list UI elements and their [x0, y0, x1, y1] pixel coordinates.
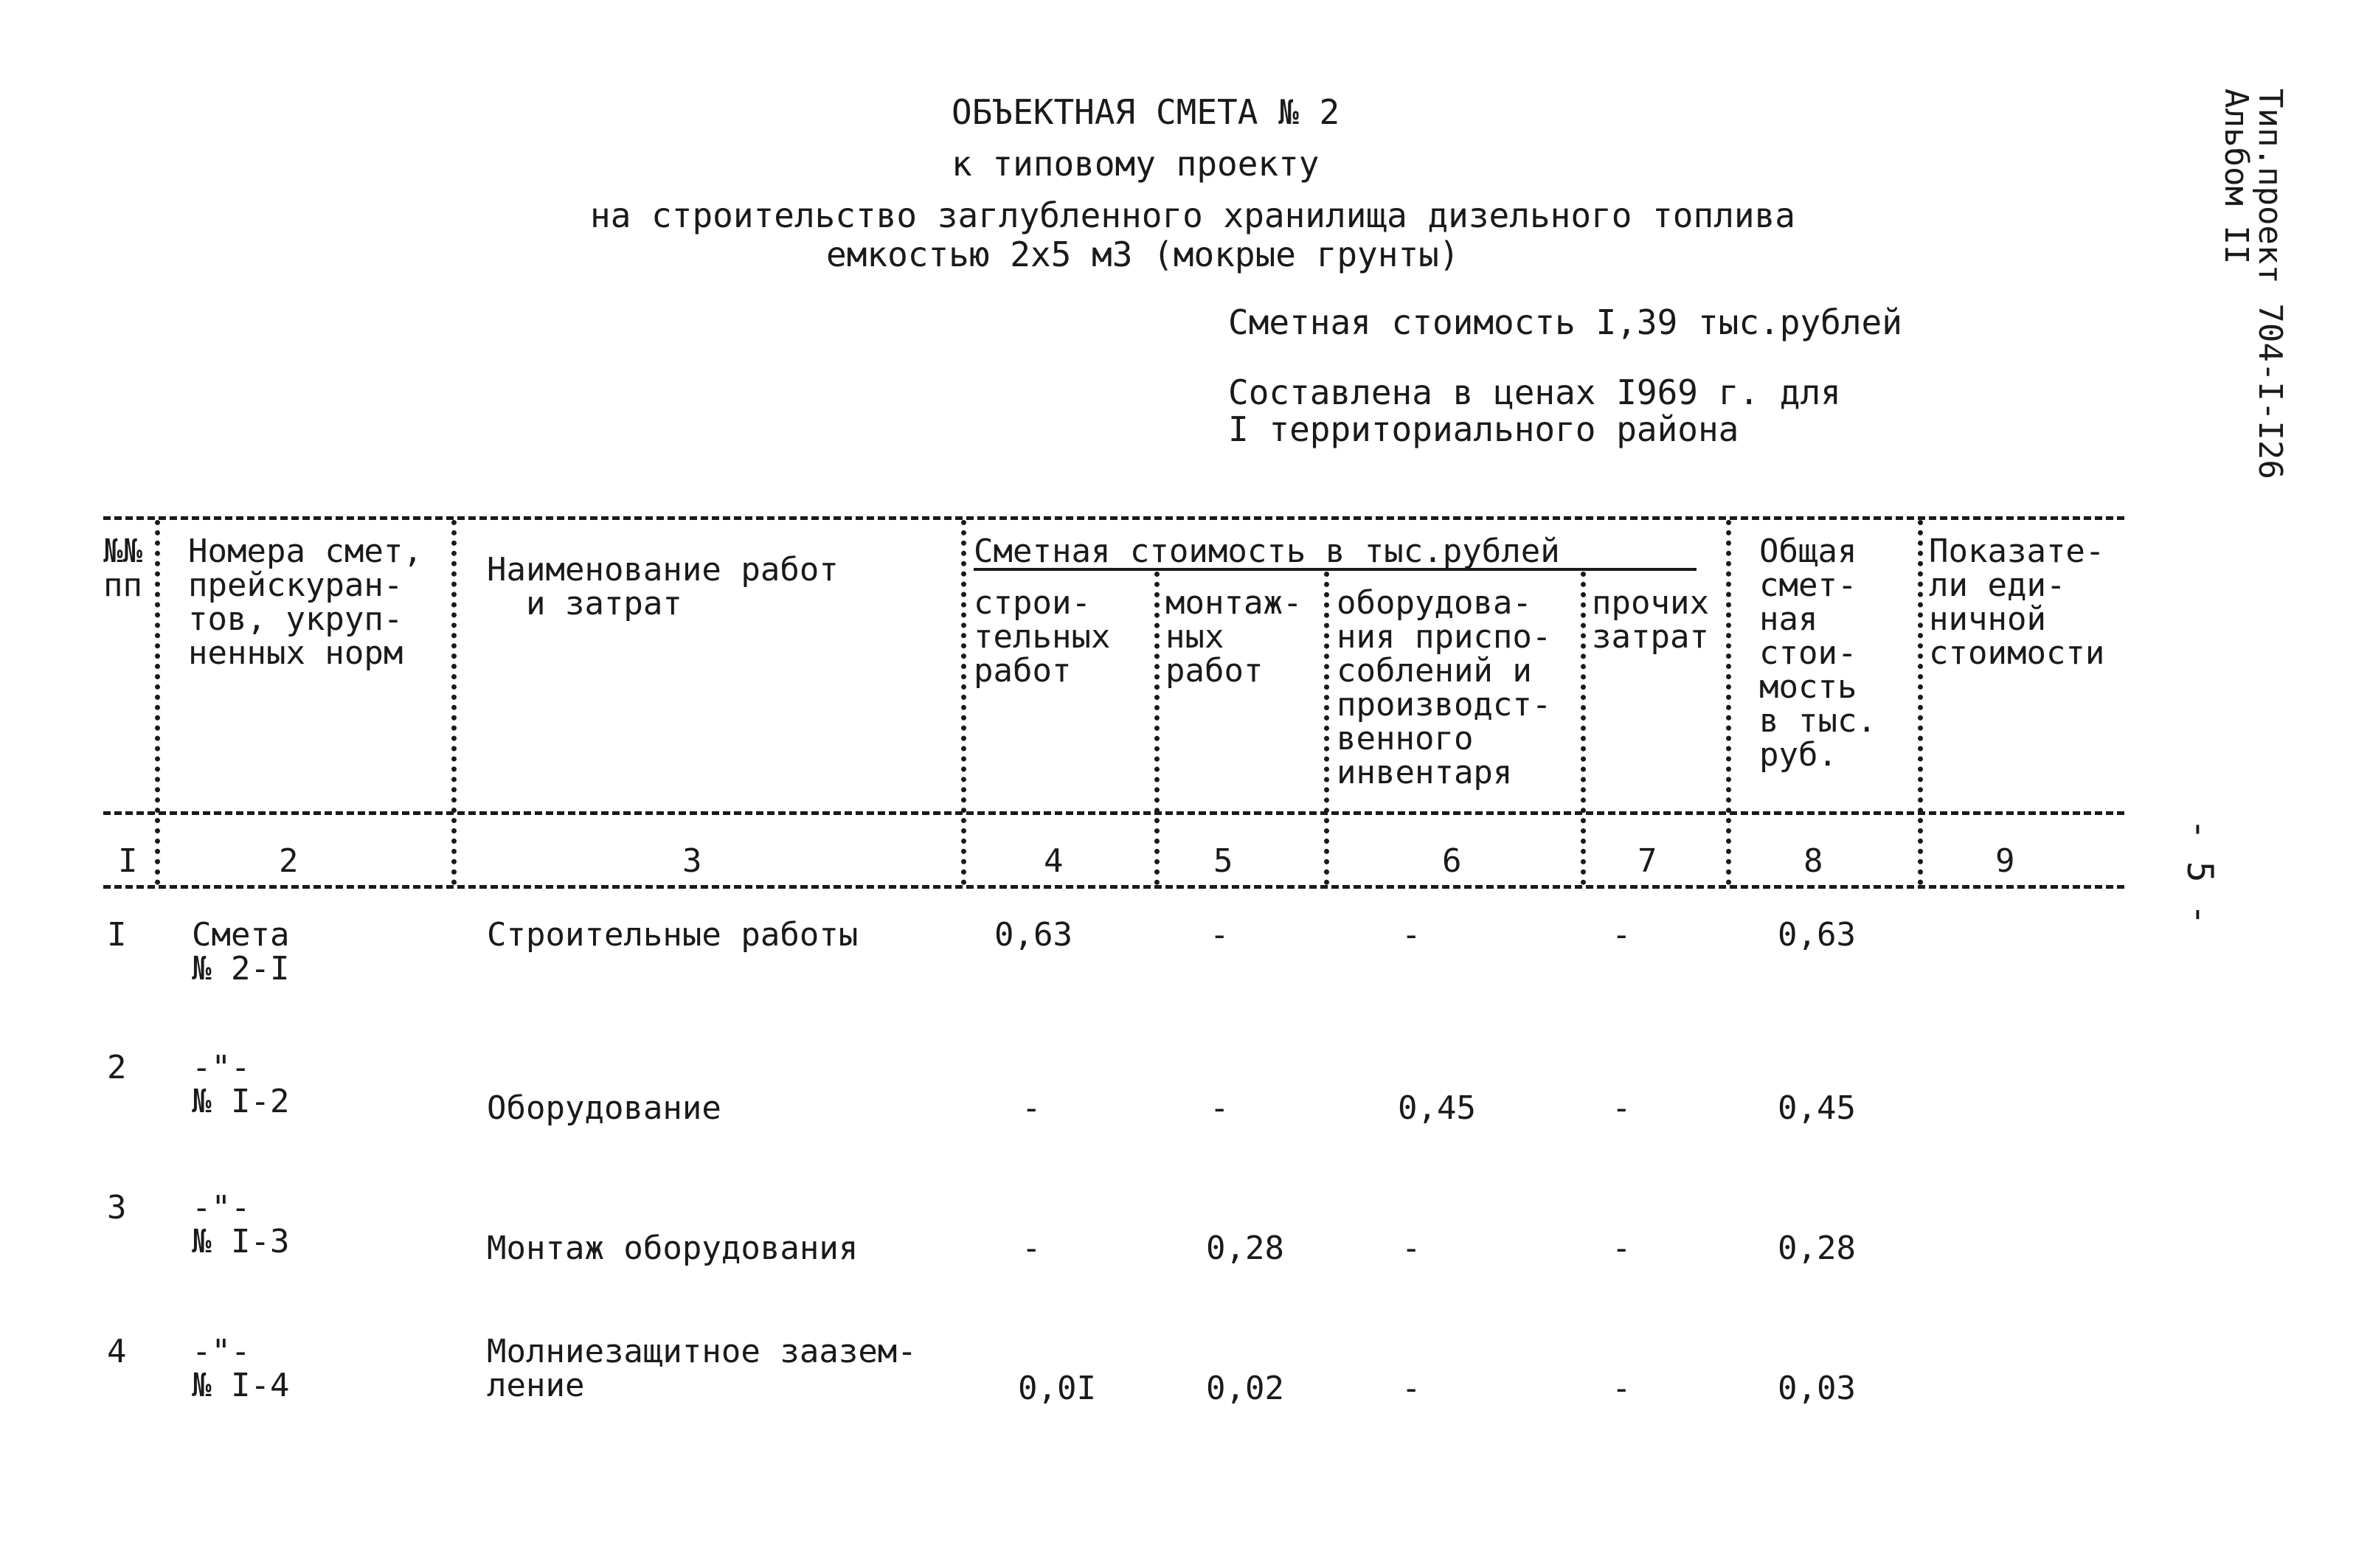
col-sep-3 — [961, 520, 966, 885]
price-basis: Составлена в ценах I969 г. для — [1228, 372, 1841, 412]
col-sep-4 — [1154, 572, 1160, 885]
row-number: I — [107, 916, 127, 954]
row-construction-cost: 0,0I — [1018, 1370, 1096, 1407]
row-equipment-cost: - — [1401, 916, 1421, 954]
row-construction-cost: 0,63 — [994, 916, 1072, 954]
header-row-number: №№ пп — [103, 533, 142, 604]
row-work-name: Молниезащитное заазем- ление — [487, 1333, 917, 1404]
doc-subject-capacity: емкостью 2х5 м3 (мокрые грунты) — [826, 235, 1460, 274]
row-number: 2 — [107, 1049, 127, 1086]
row-work-name: Монтаж оборудования — [487, 1229, 859, 1267]
row-work-name: Строительные работы — [487, 916, 859, 954]
row-equipment-cost: - — [1401, 1370, 1421, 1407]
doc-subtitle: к типовому проекту — [952, 144, 1320, 184]
header-cost-group: Сметная стоимость в тыс.рублей — [974, 533, 1560, 570]
row-total-cost: 0,45 — [1778, 1089, 1856, 1127]
project-stamp-line2: Альбом II — [2217, 89, 2255, 265]
row-installation-cost: 0,28 — [1206, 1229, 1284, 1267]
column-number-4: 4 — [1044, 842, 1064, 880]
header-installation: монтаж- ных работ — [1165, 584, 1303, 690]
row-number: 4 — [107, 1333, 127, 1370]
header-estimate-refs: Номера смет, прейскуран- тов, укруп- ненных норм — [188, 533, 423, 672]
col-sep-5 — [1324, 572, 1329, 885]
row-installation-cost: - — [1210, 916, 1230, 954]
row-equipment-cost: - — [1401, 1229, 1421, 1267]
column-number-3: 3 — [682, 842, 702, 880]
project-stamp — [2219, 89, 2287, 479]
col-sep-1 — [155, 520, 160, 885]
column-number-2: 2 — [279, 842, 299, 880]
header-bottom-rule — [103, 811, 2124, 815]
row-total-cost: 0,03 — [1778, 1370, 1856, 1407]
estimated-cost: Сметная стоимость I,39 тыс.рублей — [1228, 302, 1902, 342]
row-estimate-ref: -"- № I-4 — [192, 1333, 290, 1404]
column-numbers-rule — [103, 885, 2124, 889]
doc-subject: на строительство заглубленного хранилища дизельного топлива — [590, 195, 1795, 235]
table-top-rule — [103, 516, 2124, 520]
row-other-cost: - — [1612, 1089, 1632, 1127]
row-total-cost: 0,28 — [1778, 1229, 1856, 1267]
project-stamp-line1: Тип.проект 704-I-I26 — [2251, 89, 2289, 479]
page-number: - 5 - — [2179, 819, 2220, 926]
row-equipment-cost: 0,45 — [1398, 1089, 1476, 1127]
header-equipment: оборудова- ния приспо- соблений и производст- венного инвентаря — [1337, 584, 1552, 791]
column-number-1: I — [118, 842, 138, 880]
header-unit-indicators: Показате- ли еди- ничной стоимости — [1929, 533, 2105, 672]
column-number-5: 5 — [1213, 842, 1233, 880]
col-sep-2 — [451, 520, 457, 885]
row-work-name: Оборудование — [487, 1089, 721, 1127]
column-number-7: 7 — [1638, 842, 1657, 880]
doc-title: ОБЪЕКТНАЯ СМЕТА № 2 — [952, 92, 1340, 132]
row-other-cost: - — [1612, 1229, 1632, 1267]
row-estimate-ref: -"- № I-2 — [192, 1049, 290, 1120]
row-estimate-ref: Смета № 2-I — [192, 916, 290, 988]
column-number-6: 6 — [1442, 842, 1462, 880]
header-other: прочих затрат — [1592, 584, 1709, 656]
row-installation-cost: 0,02 — [1206, 1370, 1284, 1407]
row-total-cost: 0,63 — [1778, 916, 1856, 954]
header-total: Общая смет- ная стои- мость в тыс. руб. — [1759, 533, 1876, 774]
row-construction-cost: - — [1022, 1229, 1042, 1267]
header-work-name: Наименование работ и затрат — [487, 551, 839, 622]
row-installation-cost: - — [1210, 1089, 1230, 1127]
row-other-cost: - — [1612, 1370, 1632, 1407]
price-region: I территориального района — [1228, 409, 1739, 449]
row-estimate-ref: -"- № I-3 — [192, 1189, 290, 1260]
header-construction: строи- тельных работ — [974, 584, 1111, 690]
row-construction-cost: - — [1022, 1089, 1042, 1127]
col-sep-6 — [1581, 572, 1586, 885]
column-number-9: 9 — [1995, 842, 2015, 880]
row-number: 3 — [107, 1189, 127, 1227]
row-other-cost: - — [1612, 916, 1632, 954]
col-sep-7 — [1726, 520, 1731, 885]
column-number-8: 8 — [1803, 842, 1823, 880]
col-sep-8 — [1918, 520, 1923, 885]
